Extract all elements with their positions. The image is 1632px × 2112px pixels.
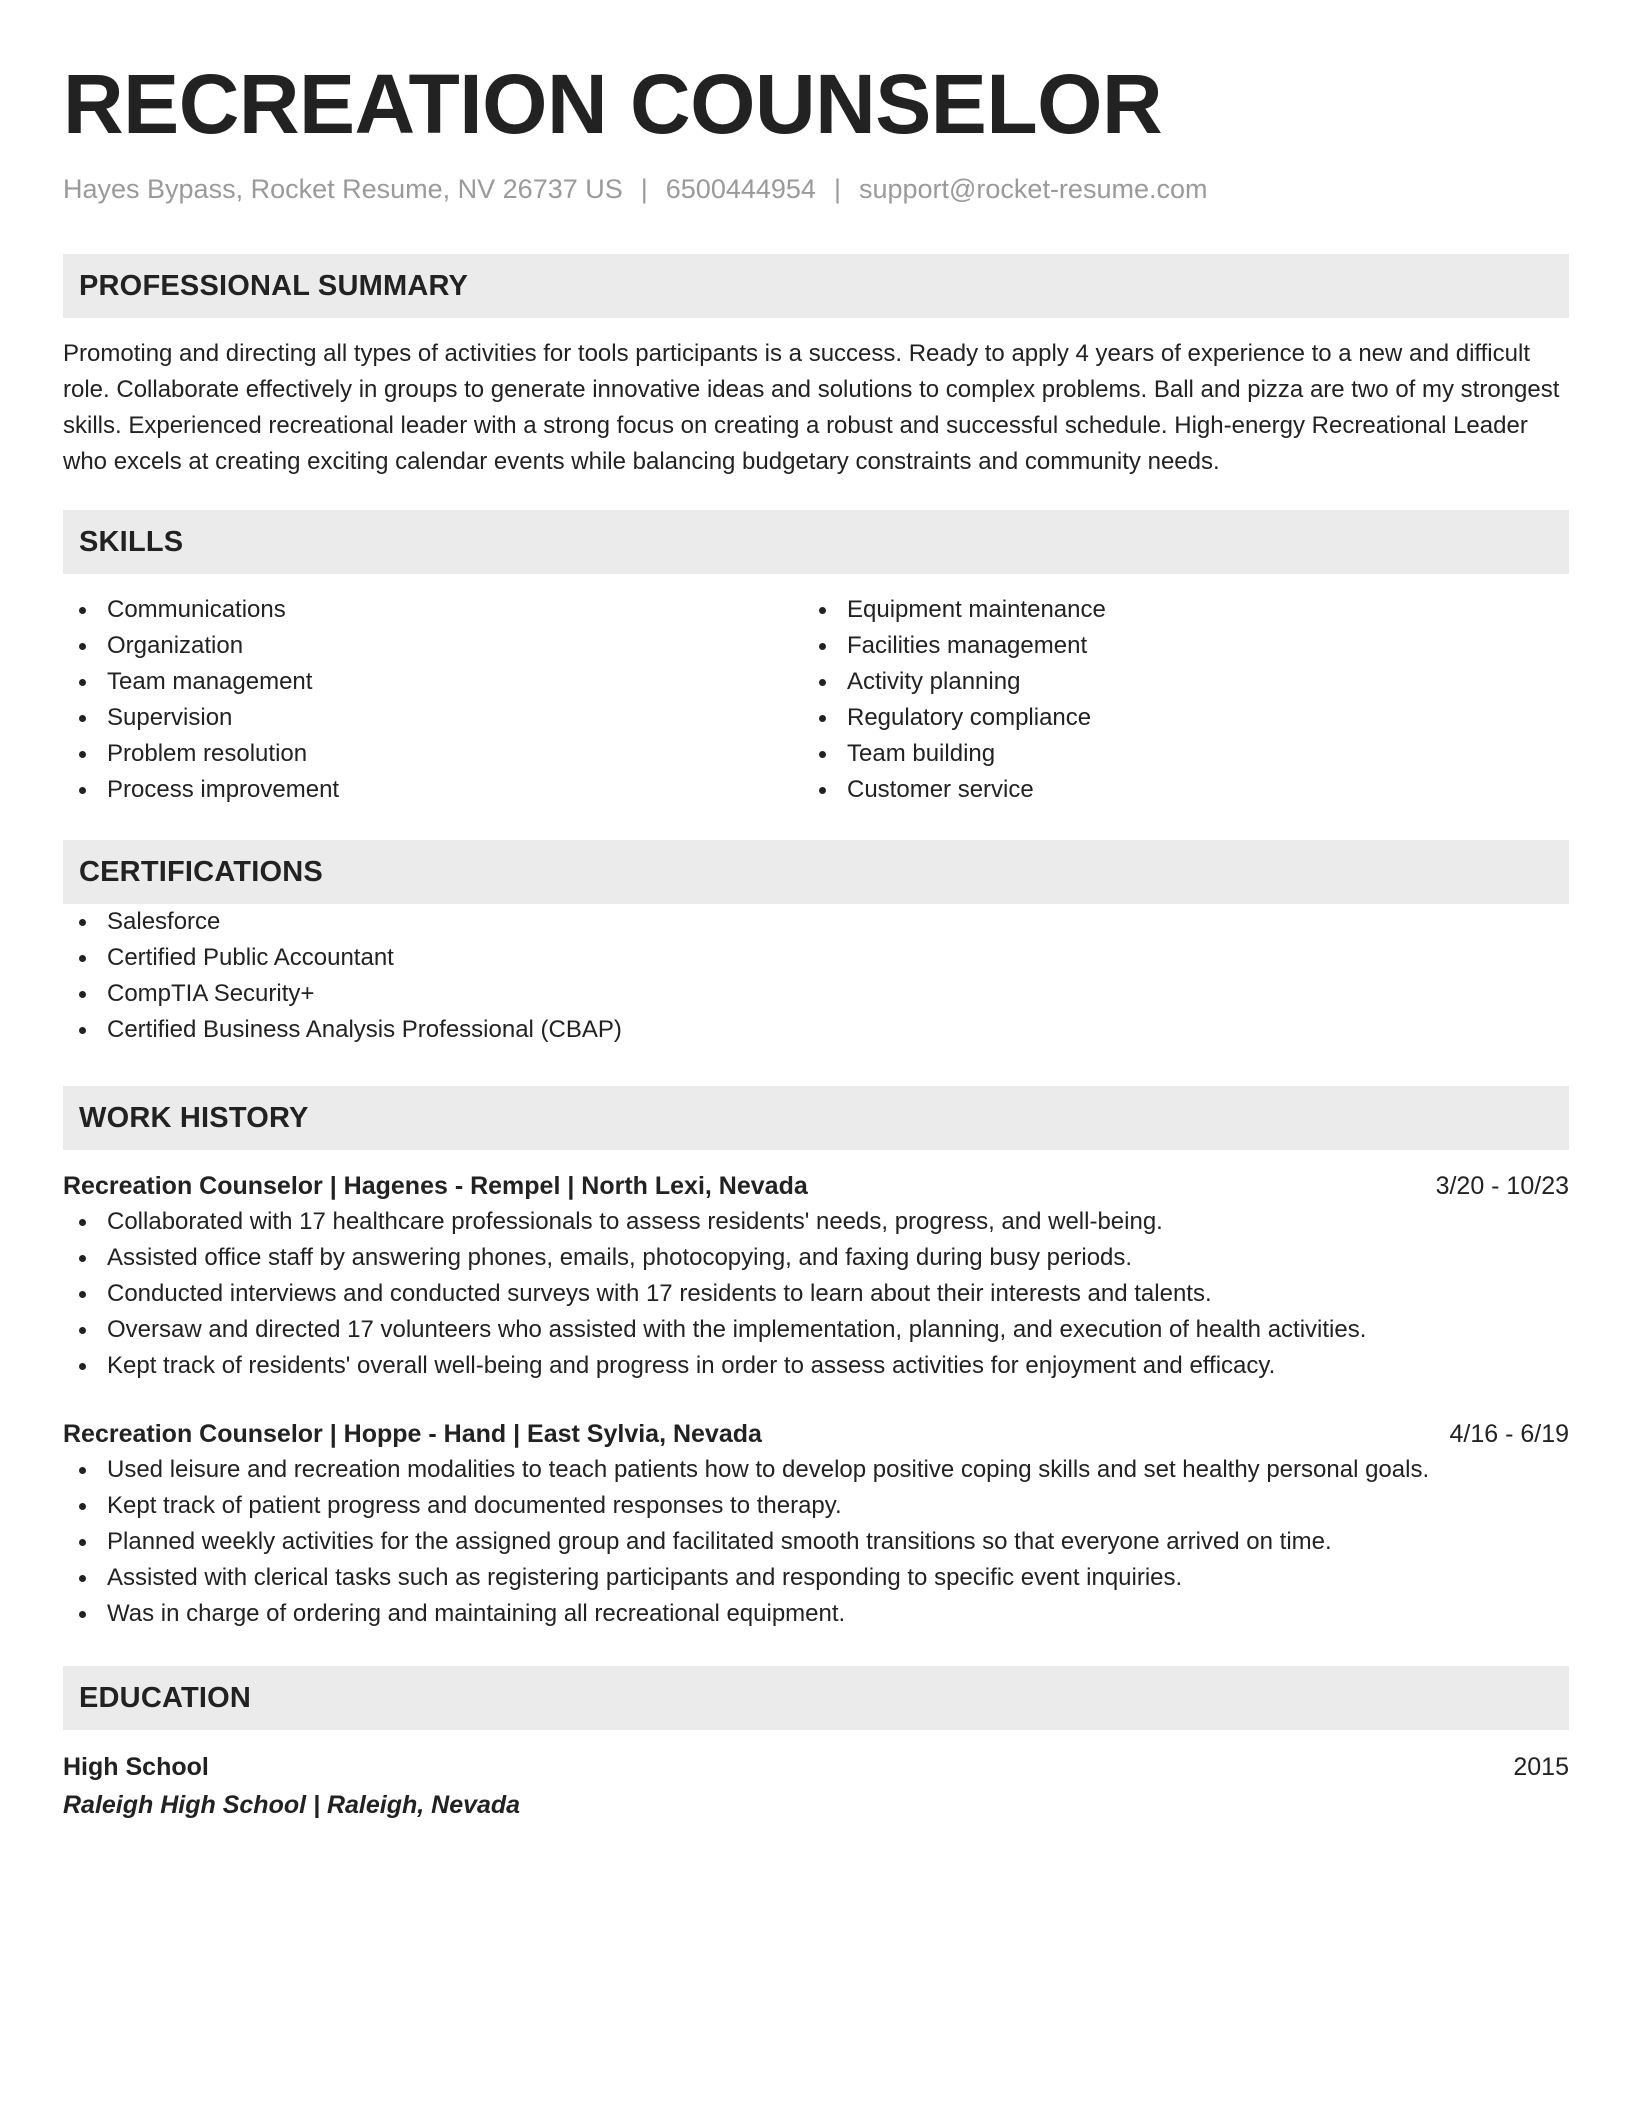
job-header (63, 1416, 1569, 1452)
contact-email[interactable]: support@rocket-resume.com (858, 174, 1208, 204)
contact-separator: | (833, 174, 841, 204)
education-school: Raleigh High School | Raleigh, Nevada (63, 1791, 521, 1819)
job-bullet: Oversaw and directed 17 volunteers who assisted with the implementation, planning, and execution of health activities. (63, 1312, 1569, 1348)
skill-item: Communications (63, 592, 803, 628)
job-bullet: Was in charge of ordering and maintaining all recreational equipment. (63, 1596, 1569, 1632)
skill-item: Equipment maintenance (803, 592, 1543, 628)
job-title: Recreation Counselor | Hagenes - Rempel | North Lexi, Nevada (63, 1172, 808, 1200)
summary-text: Promoting and directing all types of activities for tools participants is a success. Ready to apply 4 years of experience to a new and difficult role. Collaborate effectively in groups to generate innovative ideas and solutions to complex problems. Ball and pizza are two of my strongest skills. Experienced recreational leader with a strong focus on creating a robust and successful schedule. High-energy Recreational Leader who excels at creating exciting calendar events while balancing budgetary constraints and community needs. (63, 340, 1560, 475)
certification-list (63, 904, 1569, 1048)
resume-name: RECREATION COUNSELOR (63, 57, 1163, 151)
skill-item: Organization (63, 628, 803, 664)
skills-grid (63, 592, 1569, 808)
skill-item: Process improvement (63, 772, 803, 808)
job-title: Recreation Counselor | Hoppe - Hand | East Sylvia, Nevada (63, 1420, 762, 1448)
education-year: 2015 (1513, 1753, 1569, 1781)
education-degree: High School (63, 1753, 209, 1781)
section-heading-summary: PROFESSIONAL SUMMARY (63, 254, 1569, 318)
skills-column-right (803, 592, 1543, 808)
job-bullet-list (63, 1204, 1569, 1384)
job-bullet: Conducted interviews and conducted surveys with 17 residents to learn about their interests and talents. (63, 1276, 1569, 1312)
job-bullet: Assisted with clerical tasks such as registering participants and responding to specific event inquiries. (63, 1560, 1569, 1596)
certification-item: Certified Public Accountant (63, 940, 1569, 976)
section-heading-education: EDUCATION (63, 1666, 1569, 1730)
education-header (63, 1748, 1569, 1786)
contact-separator: | (640, 174, 648, 204)
certification-item: Certified Business Analysis Professional (CBAP) (63, 1012, 1569, 1048)
education-entry (63, 1748, 1569, 1824)
job-bullet-list (63, 1452, 1569, 1632)
skill-item: Supervision (63, 700, 803, 736)
section-heading-work-history: WORK HISTORY (63, 1086, 1569, 1150)
job-dates: 3/20 - 10/23 (1435, 1172, 1569, 1200)
certification-item: Salesforce (63, 904, 1569, 940)
contact-line (63, 172, 1569, 206)
job-bullet: Kept track of residents' overall well-being and progress in order to assess activities for enjoyment and efficacy. (63, 1348, 1569, 1384)
skill-item: Customer service (803, 772, 1543, 808)
job-bullet: Collaborated with 17 healthcare professionals to assess residents' needs, progress, and well-being. (63, 1204, 1569, 1240)
job-dates: 4/16 - 6/19 (1449, 1420, 1569, 1448)
contact-phone[interactable]: 6500444954 (665, 174, 816, 204)
skill-item: Problem resolution (63, 736, 803, 772)
section-heading-skills: SKILLS (63, 510, 1569, 574)
job-bullet: Planned weekly activities for the assigned group and facilitated smooth transitions so that everyone arrived on time. (63, 1524, 1569, 1560)
skills-column-left (63, 592, 803, 808)
contact-address: Hayes Bypass, Rocket Resume, NV 26737 US (63, 174, 623, 204)
job-bullet: Assisted office staff by answering phones, emails, photocopying, and faxing during busy periods. (63, 1240, 1569, 1276)
certification-item: CompTIA Security+ (63, 976, 1569, 1012)
skill-item: Regulatory compliance (803, 700, 1543, 736)
job-bullet: Used leisure and recreation modalities to teach patients how to develop positive coping skills and set healthy personal goals. (63, 1452, 1569, 1488)
skill-item: Team building (803, 736, 1543, 772)
job-header (63, 1168, 1569, 1204)
job-entry (63, 1168, 1569, 1384)
section-heading-certifications: CERTIFICATIONS (63, 840, 1569, 904)
skill-item: Facilities management (803, 628, 1543, 664)
skill-item: Team management (63, 664, 803, 700)
skill-item: Activity planning (803, 664, 1543, 700)
job-bullet: Kept track of patient progress and documented responses to therapy. (63, 1488, 1569, 1524)
job-entry (63, 1416, 1569, 1632)
